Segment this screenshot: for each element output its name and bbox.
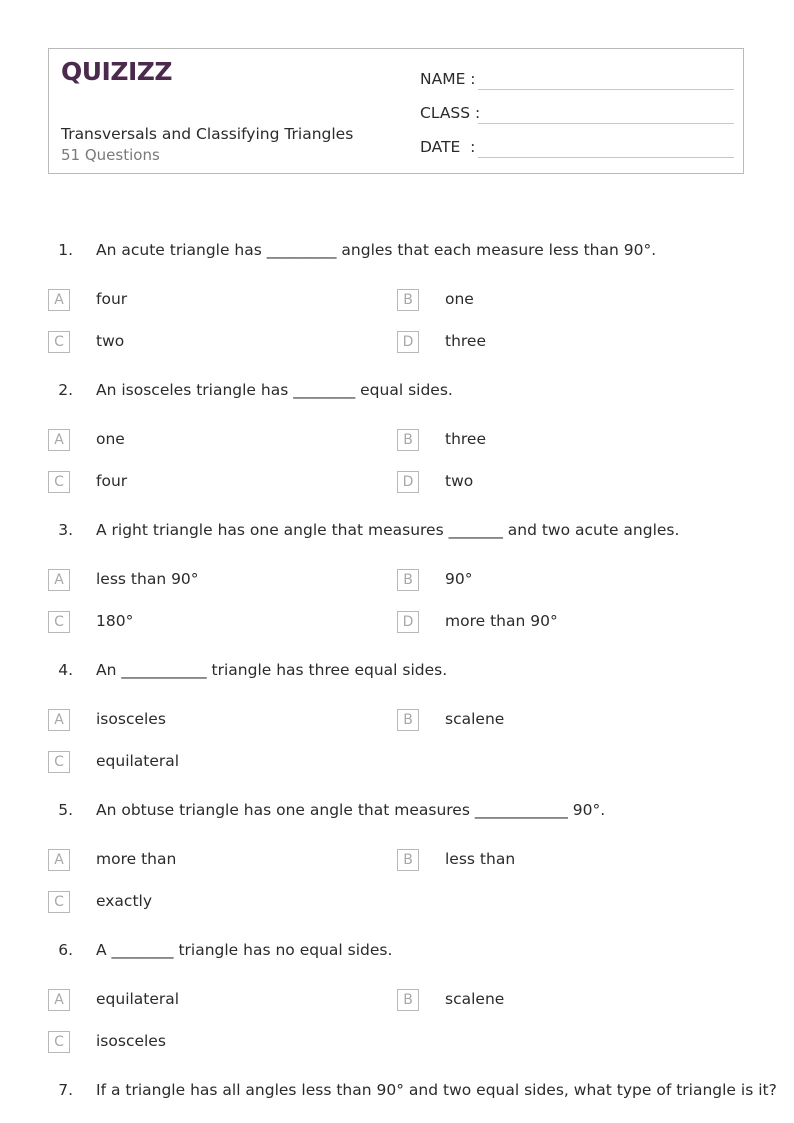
option-letter-box[interactable]: C <box>48 1031 70 1053</box>
option-letter-box[interactable]: A <box>48 289 70 311</box>
option-text[interactable]: four <box>96 290 128 308</box>
date-line <box>478 157 734 158</box>
question-number: 1. <box>58 241 73 259</box>
question-number: 7. <box>58 1081 73 1099</box>
option-text[interactable]: less than <box>445 850 516 868</box>
class-label: CLASS : <box>420 104 481 122</box>
date-field[interactable] <box>420 134 734 158</box>
question-number: 3. <box>58 521 73 539</box>
option-letter-box[interactable]: C <box>48 331 70 353</box>
name-label: NAME : <box>420 70 476 88</box>
option-letter-box[interactable]: C <box>48 751 70 773</box>
option-letter-box[interactable]: C <box>48 611 70 633</box>
option-letter-box[interactable]: A <box>48 569 70 591</box>
option-text[interactable]: 90° <box>445 570 473 588</box>
date-label: DATE : <box>420 138 476 156</box>
worksheet-title: Transversals and Classifying Triangles <box>61 125 354 143</box>
option-letter-box[interactable]: A <box>48 989 70 1011</box>
option-text[interactable]: one <box>96 430 125 448</box>
question-number: 4. <box>58 661 73 679</box>
question-text: An isosceles triangle has ________ equal sides. <box>96 381 453 399</box>
option-text[interactable]: equilateral <box>96 752 180 770</box>
option-text[interactable]: isosceles <box>96 710 166 728</box>
option-letter-box[interactable]: C <box>48 891 70 913</box>
question-number: 6. <box>58 941 73 959</box>
option-letter-box[interactable]: D <box>397 611 419 633</box>
question-text: An obtuse triangle has one angle that measures ____________ 90°. <box>96 801 606 819</box>
option-text[interactable]: two <box>445 472 474 490</box>
option-text[interactable]: less than 90° <box>96 570 199 588</box>
option-text[interactable]: four <box>96 472 128 490</box>
option-text[interactable]: equilateral <box>96 990 180 1008</box>
question-text: A right triangle has one angle that measures _______ and two acute angles. <box>96 521 680 539</box>
option-letter-box[interactable]: B <box>397 849 419 871</box>
option-letter-box[interactable]: A <box>48 709 70 731</box>
question-text: An ___________ triangle has three equal sides. <box>96 661 448 679</box>
option-letter-box[interactable]: C <box>48 471 70 493</box>
option-text[interactable]: 180° <box>96 612 134 630</box>
question-text: An acute triangle has _________ angles that each measure less than 90°. <box>96 241 657 259</box>
option-text[interactable]: exactly <box>96 892 153 910</box>
class-line <box>478 123 734 124</box>
option-letter-box[interactable]: D <box>397 471 419 493</box>
class-field[interactable] <box>420 100 734 124</box>
option-text[interactable]: more than <box>96 850 177 868</box>
option-text[interactable]: three <box>445 332 487 350</box>
name-line <box>478 89 734 90</box>
option-letter-box[interactable]: B <box>397 289 419 311</box>
option-letter-box[interactable]: B <box>397 429 419 451</box>
option-text[interactable]: scalene <box>445 990 505 1008</box>
question-number: 2. <box>58 381 73 399</box>
option-text[interactable]: isosceles <box>96 1032 166 1050</box>
option-letter-box[interactable]: D <box>397 331 419 353</box>
option-letter-box[interactable]: B <box>397 989 419 1011</box>
option-text[interactable]: two <box>96 332 125 350</box>
option-letter-box[interactable]: B <box>397 709 419 731</box>
option-text[interactable]: one <box>445 290 474 308</box>
question-count: 51 Questions <box>61 146 160 164</box>
option-text[interactable]: more than 90° <box>445 612 558 630</box>
question-text: A ________ triangle has no equal sides. <box>96 941 393 959</box>
option-letter-box[interactable]: A <box>48 429 70 451</box>
worksheet-header <box>48 48 744 174</box>
question-text: If a triangle has all angles less than 90° and two equal sides, what type of triangle is it? <box>96 1081 777 1099</box>
quizizz-logo: QUIZIZZ <box>61 57 173 86</box>
question-number: 5. <box>58 801 73 819</box>
option-text[interactable]: scalene <box>445 710 505 728</box>
name-field[interactable] <box>420 66 734 90</box>
option-letter-box[interactable]: A <box>48 849 70 871</box>
option-text[interactable]: three <box>445 430 487 448</box>
option-letter-box[interactable]: B <box>397 569 419 591</box>
